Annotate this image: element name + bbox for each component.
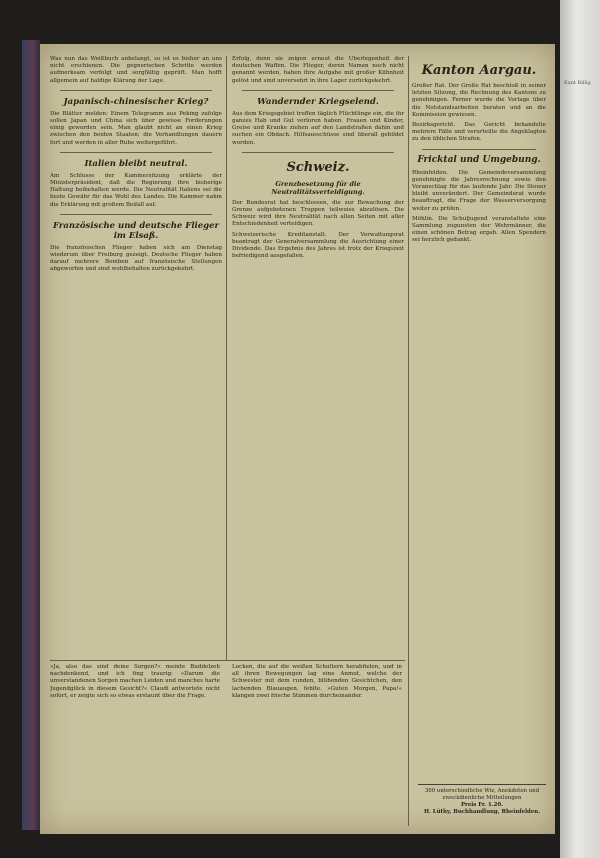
article-grand-council: Großer Rat. Der Große Rat beschloß in seiner letzten Sitzung, die Rechnung des Kantons zu genehmigen. Ferner wurde die Vorlage über die Notstandsarbeiten beraten und an die Kommission gewiesen. <box>412 83 546 118</box>
feuilleton-text-left: »Ja, also das sind deine Sorgen?« meinte Buddelzeh nachdenkend, und ich fing traurig: »Darum die unverstandenen Sorgen machen Leiden und manches harte Jugendglück in diesem Gesicht?« Claudi antwortete nicht sofort, er zeigte sich so etwas erstaunt über die Frage. <box>50 664 220 699</box>
next-page-edge <box>560 0 600 858</box>
article-war-misery: Aus dem Kriegsgebiet treffen täglich Flüchtlinge ein, die ihr ganzes Hab und Gut verloren haben. Frauen und Kinder, Greise und Kranke ziehen auf den Landstraßen dahin und suchen ein Obdach. Hilfsausschüsse sind überall gebildet worden. <box>232 110 404 146</box>
headline-war-misery: Wandernder Kriegselend. <box>257 96 379 107</box>
divider <box>242 152 394 153</box>
feuilleton-rule <box>50 660 405 661</box>
column-1 <box>50 56 222 661</box>
column-3 <box>412 56 546 826</box>
column-rule <box>408 56 409 826</box>
advertisement <box>418 784 546 816</box>
article-italy-neutral: Am Schlusse der Kammersitzung erklärte der Ministerpräsident, daß die Regierung ihre bisherige Haltung beibehalten werde. Die Neutralität Italiens sei die beste Gewähr für das Wohl des Landes. Die Kammer nahm die Erklärung mit großem Beifall auf. <box>50 172 222 208</box>
book-spine <box>22 40 40 830</box>
headline-italy-neutral: Italien bleibt neutral. <box>84 158 188 169</box>
section-title-fricktal: Fricktal und Umgebung. <box>417 154 541 165</box>
article-japan-china: Die Blätter melden: Einem Telegramm aus Peking zufolge sollen Japan und China sich über gewisse Forderungen einig geworden sein. Man glaubt nicht an einen Krieg zwischen den beiden Staaten; die Verhandlungen dauern fort und werden in aller Ruhe weitergeführt. <box>50 110 222 146</box>
ad-line-1: 300 unterschiedliche Wiz, Anekdoten und zweckdienliche Mitteilungen <box>424 788 540 801</box>
article-flyers-alsace: Die französischen Flieger haben sich am Dienstag wiederum über Freiburg gezeigt. Deutsche Flieger haben darauf mehrere Bomben auf französische Stellungen abgeworfen und sind wohlbehalten zurückgekehrt. <box>50 244 222 273</box>
divider <box>60 214 212 215</box>
headline-flyers-alsace: Französische und deutsche Flieger im Elsaß. <box>52 220 220 241</box>
article-rheinfelden: Rheinfelden. Die Gemeindeversammlung genehmigte die Jahresrechnung sowie den Voranschlag für das laufende Jahr. Die Steuer bleibt unverändert. Der Gemeinderat wurde beauftragt, die Frage der Wasserversorgung weiter zu prüfen. <box>412 169 546 212</box>
headline-japan-china: Japanisch-chinesischer Krieg? <box>63 96 209 107</box>
section-title-aargau: Kanton Aargau. <box>421 63 537 78</box>
next-page-fragment: Kant Billig <box>564 80 591 86</box>
article-continuation: Erfolg, denn sie zeigen erneut die Überlegenheit der deutschen Waffen. Die Flieger, deren Namen noch nicht genannt werden, haben ihre Aufgabe mit großer Kühnheit gelöst und sind unversehrt in ihre Lager zurückgekehrt. <box>232 56 404 84</box>
divider <box>60 90 212 91</box>
feuilleton-text-right: Locken, die auf die weißen Schultern herabfielen, und in all ihren Bewegungen lag eine Anmut, welche der Schwester mit dem runden, blühenden Gesichtchen, den lachenden Blauaugen, fehlte. »Guten Morgen, Papa!« klangen zwei frische Stimmen durcheinander. <box>232 664 402 699</box>
feuilleton-left <box>50 664 220 829</box>
feuilleton-right <box>232 664 402 829</box>
ad-price: Preis Fr. 1.20. <box>460 802 504 808</box>
divider <box>60 152 212 153</box>
divider <box>242 90 394 91</box>
divider <box>422 149 536 150</box>
feuilleton <box>50 664 405 829</box>
article-border: Der Bundesrat hat beschlossen, die zur Bewachung der Grenze aufgebotenen Truppen teilweise abzulösen. Die Schweiz wird ihre Neutralität nach allen Seiten mit aller Entschiedenheit verteidigen. <box>232 199 404 228</box>
ad-publisher: H. Lüthy, Buchhandlung, Rheinfelden. <box>423 809 541 815</box>
intro-paragraph: Was nun das Weißbuch anbelangt, so ist es bisher an uns nicht erschienen. Die gegnerischen Schritte werden aufmerksam verfolgt und sorgfältig geprüft. Man hofft allgemein auf baldige Klärung der Lage. <box>50 56 222 84</box>
newspaper-page <box>40 44 555 834</box>
column-2 <box>232 56 404 661</box>
article-moehlin: Möhlin. Die Schuljugend veranstaltete eine Sammlung zugunsten der Wehrmänner, die einen schönen Betrag ergab. Allen Spendern sei herzlich gedankt. <box>412 215 546 244</box>
column-rule <box>226 56 227 661</box>
subheadline-border: Grenzbesetzung für die Neutralitätsverteidigung. <box>271 179 365 196</box>
article-credit-institute: Schweizerische Kreditanstalt. Der Verwaltungsrat beantragt der Generalversammlung die Ausrichtung einer Dividende. Das Ergebnis des Jahres ist trotz der Kriegszeit befriedigend ausgefallen. <box>232 231 404 260</box>
article-district-court: Bezirksgericht. Das Gericht behandelte mehrere Fälle und verurteilte die Angeklagten zu den üblichen Strafen. <box>412 122 546 143</box>
section-title-switzerland: Schweiz. <box>286 159 350 175</box>
